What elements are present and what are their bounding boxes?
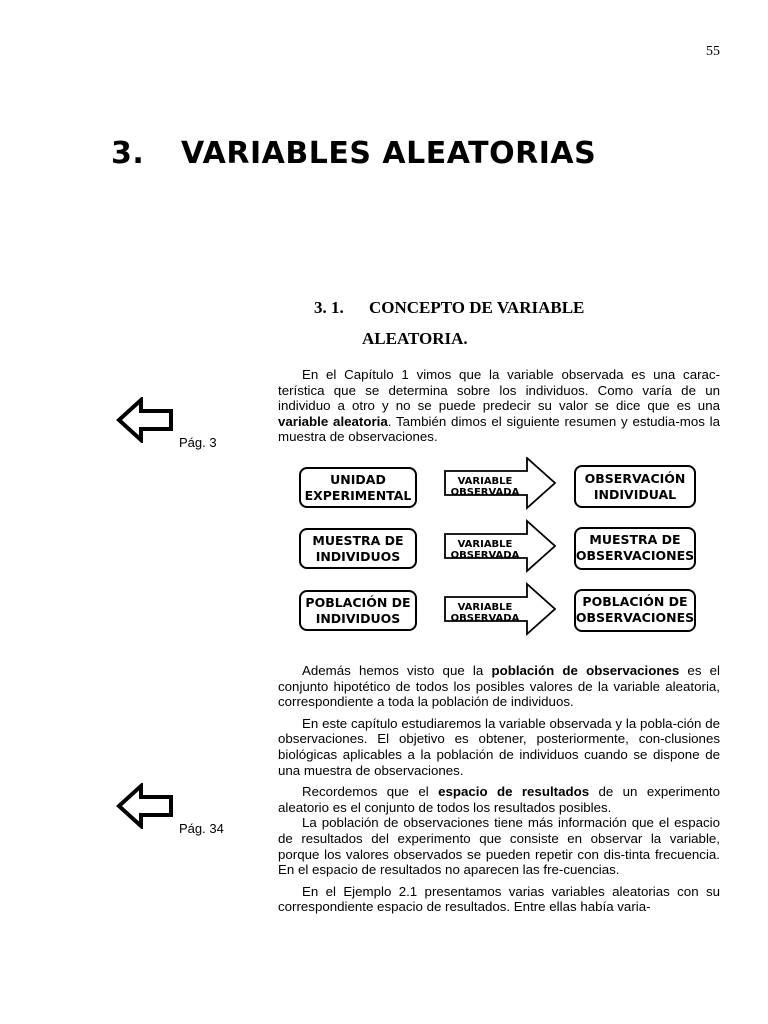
row3-left-line2: INDIVIDUOS [315, 611, 401, 626]
paragraph-ejemplo: En el Ejemplo 2.1 presentamos varias variables aleatorias con su correspondiente espacio de resultados. Entre ellas había varia- [278, 883, 720, 915]
row3-left-line1: POBLACIÓN DE [305, 595, 411, 610]
term-espacio-resultados: espacio de resultados [438, 784, 590, 800]
section-title-line2: ALEATORIA. [362, 329, 468, 348]
row2-right-line2: OBSERVACIONES [575, 548, 695, 563]
row1-left-line2: EXPERIMENTAL [304, 488, 412, 503]
section-number: 3. 1. [314, 298, 344, 317]
row3-arrow-line2: OBSERVADA [450, 613, 520, 624]
row1-arrow-line1: VARIABLE [457, 476, 513, 487]
row1-right-line2: INDIVIDUAL [593, 487, 677, 502]
paragraph-espacio: Recordemos que el espacio de resultados de un experimento aleatorio es el conjunto de todos los resultados posibles. [278, 784, 721, 815]
paragraph-objetivo: En este capítulo estudiaremos la variable observada y la pobla-ción de observaciones. El objetivo es obtener, posteriormente, con-clusiones biológicas aplicables a la población de individuos cuando se dispone de una muestra de observaciones. [278, 715, 720, 778]
row2-left-line1: MUESTRA DE [312, 533, 404, 548]
row3-right-line2: OBSERVACIONES [575, 610, 695, 625]
body-text [278, 663, 720, 915]
row2-right-line1: MUESTRA DE [589, 532, 681, 547]
term-variable-aleatoria: variable aleatoria [278, 413, 388, 429]
intro-text [278, 367, 720, 445]
margin-ref-page-3: Pág. 3 [179, 435, 217, 450]
diagram-row-2 [300, 521, 695, 571]
row1-arrow-line2: OBSERVADA [450, 487, 520, 498]
concept-diagram [298, 457, 698, 637]
paragraph-informacion: La población de observaciones tiene más información que el espacio de resultados del experimento que consiste en observar la variable, porque los valores observados se pueden repetir con dis-tinta frecuencia. En el espacio de resultados no aparecen las fre-cuencias. [278, 815, 720, 878]
chapter-title [111, 136, 596, 171]
row2-arrow-line2: OBSERVADA [450, 550, 520, 561]
row3-arrow-line1: VARIABLE [457, 602, 513, 613]
row2-left-line2: INDIVIDUOS [315, 549, 401, 564]
diagram-row-1 [300, 458, 695, 508]
row1-left-line1: UNIDAD [330, 472, 386, 487]
section-title [314, 292, 584, 354]
section-title-line1: CONCEPTO DE VARIABLE [369, 298, 585, 317]
margin-ref-page-34: Pág. 34 [179, 821, 224, 836]
page-number: 55 [706, 44, 720, 59]
row2-arrow-line1: VARIABLE [457, 539, 513, 550]
left-arrow-icon [116, 397, 174, 443]
row1-right-line1: OBSERVACIÓN [584, 471, 686, 486]
chapter-title-text: VARIABLES ALEATORIAS [181, 136, 597, 171]
diagram-row-3 [300, 584, 695, 634]
term-poblacion-observaciones: población de observaciones [491, 663, 680, 678]
chapter-number: 3. [111, 136, 145, 171]
left-arrow-icon [116, 783, 174, 829]
intro-paragraph: En el Capítulo 1 vimos que la variable observada es una carac-terística que se determina sobre los individuos. Como varía de un individuo a otro y no se puede predecir su valor se dice que es una variable aleatoria. También dimos el siguiente resumen y estudia-mos la muestra de observaciones. [278, 367, 721, 445]
row3-right-line1: POBLACIÓN DE [582, 594, 688, 609]
paragraph-poblacion: Además hemos visto que la población de observaciones es el conjunto hipotético de todos los posibles valores de la variable aleatoria, correspondiente a toda la población de individuos. [278, 663, 720, 710]
